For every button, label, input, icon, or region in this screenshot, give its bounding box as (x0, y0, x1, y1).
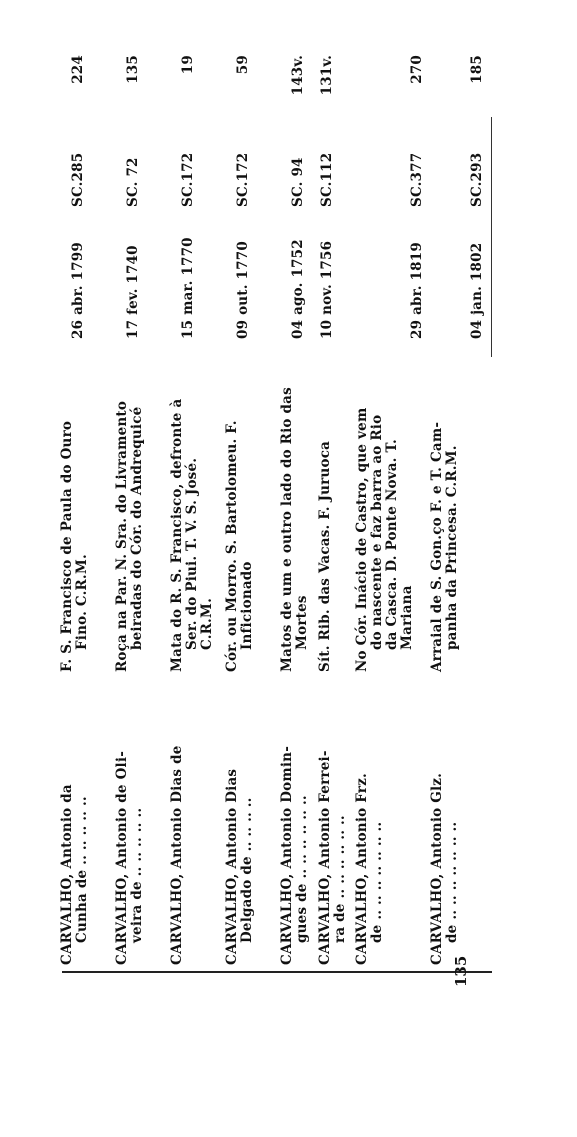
record-place (430, 350, 460, 672)
record-date: 04 ago. 1752 (290, 239, 306, 339)
record-date: 15 mar. 1770 (180, 237, 196, 339)
record-name-line: CARVALHO, Antonio da (59, 784, 75, 965)
record-name (60, 680, 90, 965)
record-ref: SC. 72 (125, 157, 141, 207)
record-place-line: Cór. ou Morro. S. Bartolomeu. F. (224, 420, 240, 672)
record-place-line: Arraial de S. Gon.ço F. e T. Cam- (429, 421, 445, 672)
record-ref: SC.293 (469, 152, 485, 207)
record-folio: 135 (125, 55, 141, 84)
record-date: 17 fev. 1740 (125, 245, 141, 339)
record-name (430, 680, 460, 965)
record-folio: 59 (235, 55, 251, 75)
record-place-line: Sít. Rib. das Vacas. F. Juruoca (317, 440, 333, 672)
record-place-line: Fino. C.R.M. (74, 554, 90, 650)
record-folio: 224 (70, 55, 86, 84)
record-name (225, 680, 255, 965)
record-place (280, 350, 310, 672)
record-folio: 19 (180, 55, 196, 75)
record-name (355, 680, 385, 965)
record-folio: 131v. (319, 55, 335, 96)
record-ref: SC.377 (409, 152, 425, 207)
record-name (318, 680, 348, 965)
record-place-line: Matos de um e outro lado do Rio das (279, 387, 295, 672)
record-place (60, 350, 90, 672)
record-date: 10 nov. 1756 (319, 240, 335, 339)
record-name (115, 680, 145, 965)
page-number: 135 (452, 955, 470, 987)
record-place-line: Mata do R. S. Francisco, defronte à (169, 398, 185, 672)
record-place-line: Inficionado (239, 561, 255, 650)
record-folio: 185 (469, 55, 485, 84)
record-name-line: ra de .. .. .. .. .. .. (332, 815, 348, 943)
record-name-line: Delgado de .. .. .. .. (239, 797, 255, 943)
record-place-line: Roça na Par. N. Sra. do Livramento (114, 400, 130, 672)
table-right-rule-1 (491, 117, 492, 357)
record-place-line: F. S. Francisco de Paula do Ouro (59, 420, 75, 672)
record-ref: SC. 94 (290, 157, 306, 207)
record-place-line: No Cór. Inácio de Castro, que vem (354, 407, 370, 672)
record-place-line: beiradas do Cór. do Andrequicé (129, 406, 145, 650)
record-name-line: de .. .. .. .. .. .. .. (444, 821, 460, 943)
record-place (115, 350, 145, 672)
record-ref: SC.172 (180, 152, 196, 207)
record-name-line: CARVALHO, Antonio Dias (224, 768, 240, 965)
record-ref: SC.285 (70, 152, 86, 207)
record-place (318, 350, 333, 672)
record-name-line: CARVALHO, Antonio Glz. (429, 772, 445, 965)
record-place (170, 350, 215, 672)
record-place-line: do nascente e faz barra ao Rio (369, 414, 385, 650)
table-left-rule (62, 971, 492, 973)
record-name-line: CARVALHO, Antonio Domin- (279, 746, 295, 965)
record-date: 26 abr. 1799 (70, 242, 86, 339)
record-name-line: gues de .. .. .. .. .. .. (294, 795, 310, 943)
record-name (280, 680, 310, 965)
record-name-line: CARVALHO, Antonio Ferrei- (317, 750, 333, 965)
record-date: 04 jan. 1802 (469, 242, 485, 339)
record-place-line: panha da Princesa. C.R.M. (444, 445, 460, 650)
record-ref: SC.172 (235, 152, 251, 207)
record-place (225, 350, 255, 672)
record-place-line: Mortes (294, 595, 310, 650)
record-name-line: Cunha de .. .. .. .. .. (74, 796, 90, 943)
record-date: 09 out. 1770 (235, 241, 251, 339)
record-name (170, 680, 185, 965)
record-place-line: da Casca. D. Ponte Nova. T. (384, 439, 400, 650)
record-name-line: veira de .. .. .. .. .. (129, 807, 145, 943)
record-folio: 143v. (290, 55, 306, 96)
record-date: 29 abr. 1819 (409, 242, 425, 339)
record-name-line: CARVALHO, Antonio Frz. (354, 773, 370, 965)
record-place-line: Ser. do Piui. T. V. S. José. (184, 457, 200, 650)
record-ref: SC.112 (319, 152, 335, 207)
record-name-line: CARVALHO, Antonio de Oli- (114, 751, 130, 965)
record-place-line: C.R.M. (199, 598, 215, 650)
record-place-line: Mariana (399, 585, 415, 650)
record-place (355, 350, 415, 672)
record-name-line: de .. .. .. .. .. .. .. (369, 821, 385, 943)
record-name-line: CARVALHO, Antonio Dias de (169, 745, 185, 965)
record-folio: 270 (409, 55, 425, 84)
